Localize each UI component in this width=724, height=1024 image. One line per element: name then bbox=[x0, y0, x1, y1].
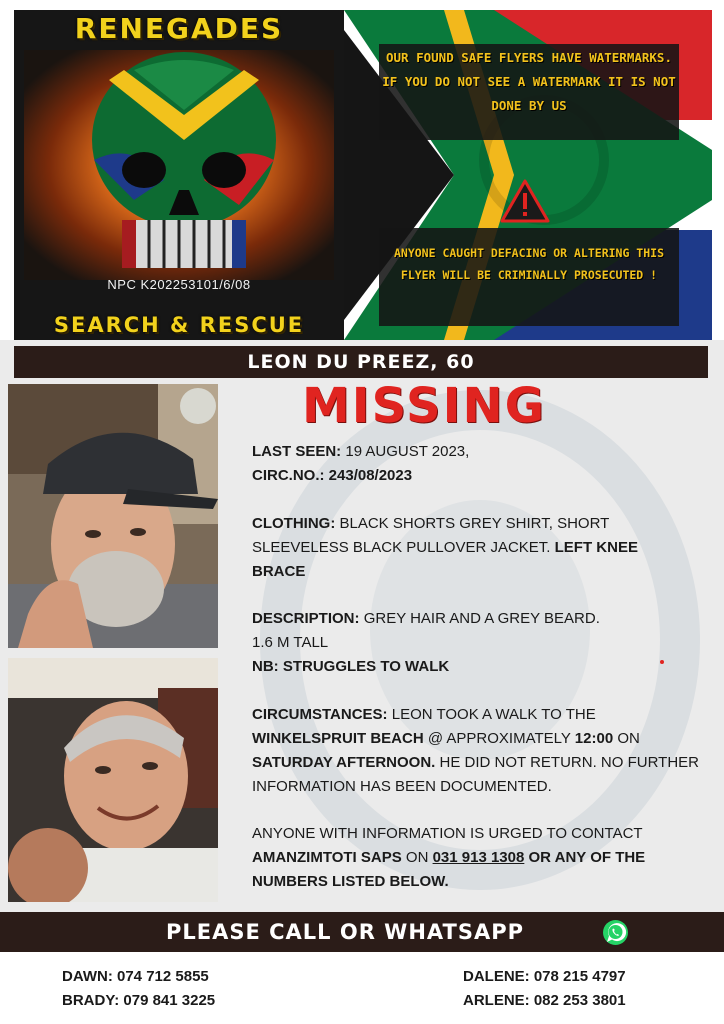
clothing-label: CLOTHING: bbox=[252, 515, 336, 532]
missing-person-photo-1 bbox=[8, 384, 218, 648]
circumstances-block bbox=[252, 703, 707, 799]
npc-number: NPC K202253101/6/08 bbox=[107, 277, 251, 292]
circumstances-text-4: HE DID NOT RETURN. NO FURTHER INFORMATION HAS BEEN DOCUMENTED. bbox=[252, 754, 699, 795]
header-banner bbox=[14, 10, 712, 340]
contact-phone[interactable]: 079 841 3225 bbox=[123, 992, 216, 1009]
missing-heading: MISSING bbox=[302, 378, 547, 434]
clothing-value: BLACK SHORTS GREY SHIRT, SHORT SLEEVELESS BLACK PULLOVER JACKET. bbox=[252, 515, 610, 556]
circ-label: CIRC.NO.: bbox=[252, 467, 325, 484]
contact-phone[interactable]: 074 712 5855 bbox=[117, 968, 209, 985]
circumstances-time: 12:00 bbox=[574, 730, 614, 747]
contact-phone[interactable]: 078 215 4797 bbox=[533, 968, 626, 985]
renegades-logo bbox=[14, 10, 344, 340]
contact-name: DALENE: bbox=[463, 968, 530, 985]
last-seen-value: 19 AUGUST 2023, bbox=[345, 443, 470, 460]
watermark-notice: OUR FOUND SAFE FLYERS HAVE WATERMARKS. IF YOU DO NOT SEE A WATERMARK IT IS NOT DONE BY US bbox=[379, 44, 679, 140]
contact-arlene[interactable] bbox=[463, 991, 626, 1011]
description-value: GREY HAIR AND A GREY BEARD. bbox=[363, 610, 600, 627]
description-label: DESCRIPTION: bbox=[252, 610, 360, 627]
last-seen-label: LAST SEEN: bbox=[252, 443, 342, 460]
circumstances-text-2: @ APPROXIMATELY bbox=[427, 730, 571, 747]
contact-intro: ANYONE WITH INFORMATION IS URGED TO CONTACT bbox=[252, 825, 643, 842]
contact-outro: OR ANY OF THE NUMBERS LISTED BELOW. bbox=[252, 849, 646, 890]
warning-triangle-icon bbox=[499, 178, 551, 224]
description-line bbox=[252, 607, 712, 631]
contact-brady[interactable] bbox=[62, 991, 215, 1011]
circ-value: 243/08/2023 bbox=[328, 467, 413, 484]
contact-name: DAWN: bbox=[62, 968, 113, 985]
call-whatsapp-bar bbox=[0, 912, 724, 952]
circumstances-text-1: LEON TOOK A WALK TO THE bbox=[391, 706, 596, 723]
call-whatsapp-text: PLEASE CALL OR WHATSAPP bbox=[165, 920, 525, 944]
photo-smiling-portrait bbox=[8, 658, 218, 902]
logo-title: RENEGADES bbox=[74, 12, 284, 45]
defacing-notice: ANYONE CAUGHT DEFACING OR ALTERING THIS FLYER WILL BE CRIMINALLY PROSECUTED ! bbox=[379, 228, 679, 326]
contact-name: ARLENE: bbox=[463, 992, 530, 1009]
contact-name: BRADY: bbox=[62, 992, 120, 1009]
contact-dawn[interactable] bbox=[62, 967, 209, 987]
last-seen-line bbox=[252, 440, 712, 464]
red-dot-mark bbox=[660, 660, 664, 664]
contact-phone[interactable]: 082 253 3801 bbox=[533, 992, 626, 1009]
contact-dalene[interactable] bbox=[463, 967, 626, 987]
missing-person-photo-2 bbox=[8, 658, 218, 902]
circumstances-label: CIRCUMSTANCES: bbox=[252, 706, 388, 723]
saps-phone[interactable]: 031 913 1308 bbox=[432, 849, 525, 866]
nb-line: NB: STRUGGLES TO WALK bbox=[252, 658, 450, 675]
clothing-bold: LEFT KNEE BRACE bbox=[252, 539, 638, 580]
contact-instructions bbox=[252, 822, 707, 894]
circumstances-text-3: ON bbox=[617, 730, 640, 747]
whatsapp-icon[interactable] bbox=[602, 919, 629, 946]
saps-name: AMANZIMTOTI SAPS bbox=[252, 849, 402, 866]
circ-line bbox=[252, 464, 712, 488]
flag-panel bbox=[344, 10, 712, 340]
clothing-block bbox=[252, 512, 692, 584]
circumstances-place: WINKELSPRUIT BEACH bbox=[252, 730, 424, 747]
contact-on: ON bbox=[405, 849, 429, 866]
photo-cap-portrait bbox=[8, 384, 218, 648]
logo-subtitle: SEARCH & RESCUE bbox=[53, 313, 305, 337]
name-age-bar: LEON DU PREEZ, 60 bbox=[14, 346, 708, 378]
circumstances-day: SATURDAY AFTERNOON. bbox=[252, 754, 436, 771]
height-line: 1.6 M TALL bbox=[252, 634, 329, 651]
